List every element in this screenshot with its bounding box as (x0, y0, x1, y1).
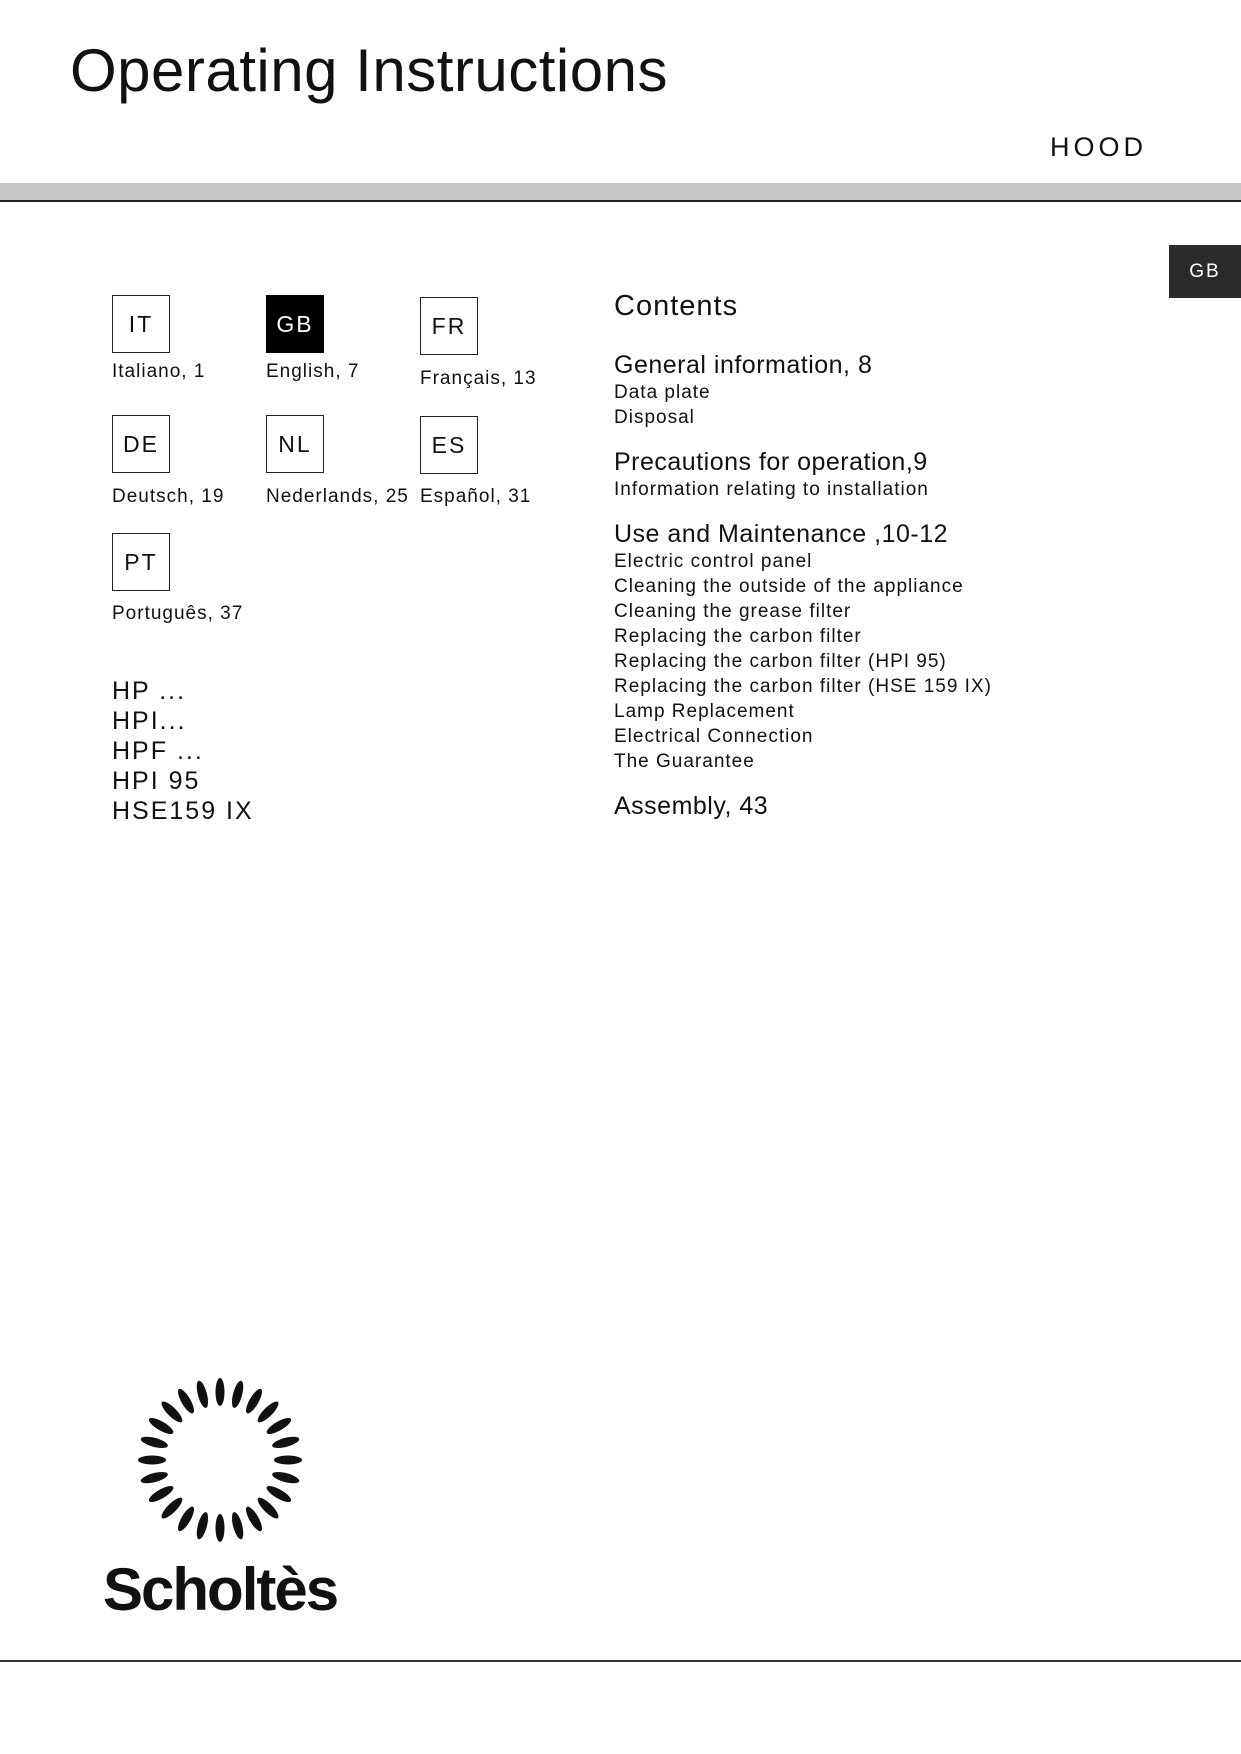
lang-label-it: Italiano, 1 (112, 361, 206, 382)
logo-petal (159, 1399, 185, 1425)
model-item: HP ... (112, 677, 187, 705)
section-title: Use and Maintenance ,10-12 (614, 520, 949, 548)
lang-label-gb: English, 7 (266, 361, 360, 382)
lang-box-gb: GB (266, 295, 324, 353)
table-of-contents (614, 290, 1174, 838)
brand-name: Scholtès (103, 1556, 338, 1623)
page-title: Operating Instructions (70, 37, 668, 104)
logo-petal (243, 1387, 265, 1416)
lang-box-it: IT (112, 295, 170, 353)
lang-label-fr: Français, 13 (420, 368, 537, 389)
logo-petal (194, 1380, 210, 1409)
section-title: Precautions for operation,9 (614, 448, 928, 476)
section-item: Replacing the carbon filter (HPI 95) (614, 651, 947, 672)
lang-label-nl: Nederlands, 25 (266, 486, 409, 507)
logo-petal (265, 1483, 294, 1505)
model-item: HSE159 IX (112, 797, 254, 825)
section-item: Replacing the carbon filter (614, 626, 862, 647)
logo-petal (140, 1434, 169, 1450)
logo-petal (265, 1415, 294, 1437)
logo-petal (175, 1387, 197, 1416)
section-item: Data plate (614, 382, 711, 403)
logo-petal (216, 1378, 225, 1406)
lang-box-fr: FR (420, 297, 478, 355)
contents-section (614, 791, 1174, 821)
section-item: Replacing the carbon filter (HSE 159 IX) (614, 676, 992, 697)
logo-petal (175, 1505, 197, 1534)
lang-label-pt: Português, 37 (112, 603, 244, 624)
model-item: HPI... (112, 707, 187, 735)
logo-petal (159, 1495, 185, 1521)
section-item: Electrical Connection (614, 726, 814, 747)
lang-box-pt: PT (112, 533, 170, 591)
model-item: HPF ... (112, 737, 204, 765)
logo-petal (230, 1380, 246, 1409)
section-item: The Guarantee (614, 751, 755, 772)
lang-box-nl: NL (266, 415, 324, 473)
contents-section (614, 447, 1174, 502)
logo-petal (138, 1456, 166, 1465)
footer-divider (0, 1660, 1241, 1662)
logo-petal (194, 1511, 210, 1540)
section-item: Information relating to installation (614, 479, 929, 500)
logo-petal (274, 1456, 302, 1465)
section-item: Cleaning the grease filter (614, 601, 852, 622)
lang-label-es: Español, 31 (420, 486, 532, 507)
logo-petal (147, 1483, 176, 1505)
contents-title: Contents (614, 290, 739, 322)
lang-box-de: DE (112, 415, 170, 473)
lang-box-es: ES (420, 416, 478, 474)
logo-petal (140, 1470, 169, 1486)
sun-burst-logo-icon (130, 1370, 310, 1550)
contents-section (614, 350, 1174, 430)
product-type: HOOD (1050, 132, 1147, 162)
lang-label-de: Deutsch, 19 (112, 486, 225, 507)
model-list (112, 676, 254, 826)
logo-petal (255, 1399, 281, 1425)
logo-petal (243, 1505, 265, 1534)
logo-petal (216, 1514, 225, 1542)
logo-petal (271, 1434, 300, 1450)
section-title: General information, 8 (614, 351, 873, 379)
model-item: HPI 95 (112, 767, 201, 795)
logo-petal (271, 1470, 300, 1486)
contents-section (614, 519, 1174, 774)
section-item: Lamp Replacement (614, 701, 795, 722)
section-item: Disposal (614, 407, 695, 428)
language-tab: GB (1169, 245, 1241, 298)
logo-petal (255, 1495, 281, 1521)
logo-petal (230, 1511, 246, 1540)
section-title: Assembly, 43 (614, 792, 769, 820)
logo-petal (147, 1415, 176, 1437)
header-divider (0, 200, 1241, 202)
header-band (0, 183, 1241, 200)
section-item: Cleaning the outside of the appliance (614, 576, 964, 597)
section-item: Electric control panel (614, 551, 813, 572)
